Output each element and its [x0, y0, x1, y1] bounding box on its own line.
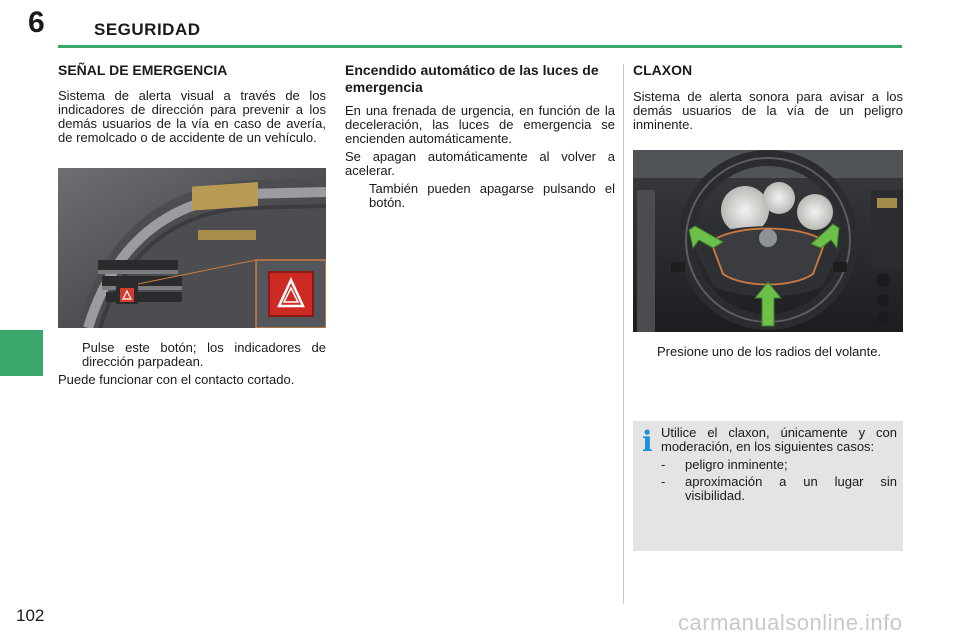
info-list-text: peligro inminente;	[685, 457, 788, 472]
middle-bullet	[345, 182, 615, 210]
middle-paragraph-2: Se apagan automáticamente al volver a acelerar.	[345, 149, 615, 178]
dashboard-vent-illustration	[58, 168, 326, 328]
header-rule	[58, 45, 902, 48]
section-intro: Sistema de alerta visual a través de los indicadores de dirección para prevenir a los demás usuarios de la vía en caso de avería, de remolcado o de accidente de un vehículo.	[58, 88, 326, 145]
chapter-title: SEGURIDAD	[94, 20, 201, 39]
info-list-item: - peligro inminente;	[661, 457, 788, 472]
section-horn	[633, 62, 903, 132]
info-text-block	[661, 426, 897, 503]
page-number: 102	[16, 606, 45, 625]
right-bullet	[633, 345, 903, 359]
info-list-text: aproximación a un lugar sin visibilidad.	[685, 474, 897, 503]
info-box	[633, 421, 903, 551]
chapter-side-tab	[0, 330, 43, 376]
chapter-number: 6	[28, 6, 45, 39]
section-title: CLAXON	[633, 62, 693, 78]
section-intro: Sistema de alerta sonora para avisar a los demás usuarios de la vía de un peligro inminente.	[633, 89, 903, 132]
info-icon: i	[642, 425, 653, 458]
left-bullet	[58, 341, 326, 369]
right-instructions	[633, 345, 903, 359]
right-bullet-text: Presione uno de los radios del volante.	[657, 344, 882, 359]
section-title: Encendido automático de las luces de emergencia	[345, 62, 599, 95]
column-divider	[623, 64, 624, 604]
section-hazard-warning	[58, 62, 326, 145]
hazard-warning-photo	[58, 168, 326, 328]
info-list-item: - aproximación a un lugar sin visibilidad.	[661, 474, 897, 503]
info-text: Utilice el claxon, únicamente y con moderación, en los siguientes casos:	[661, 425, 897, 454]
watermark: carmanualsonline.info	[678, 610, 903, 635]
left-instructions	[58, 341, 326, 387]
left-bullet-text: Pulse este botón; los indicadores de dirección parpadean.	[82, 340, 326, 369]
section-title: SEÑAL DE EMERGENCIA	[58, 62, 228, 78]
steering-wheel-photo	[633, 150, 903, 332]
section-auto-hazard	[345, 62, 615, 210]
middle-paragraph-1: En una frenada de urgencia, en función de la deceleración, las luces de emergencia se encienden automáticamente.	[345, 103, 615, 146]
steering-wheel-illustration	[633, 150, 903, 332]
middle-bullet-text: También pueden apagarse pulsando el botón.	[369, 181, 615, 210]
left-note: Puede funcionar con el contacto cortado.	[58, 372, 295, 387]
